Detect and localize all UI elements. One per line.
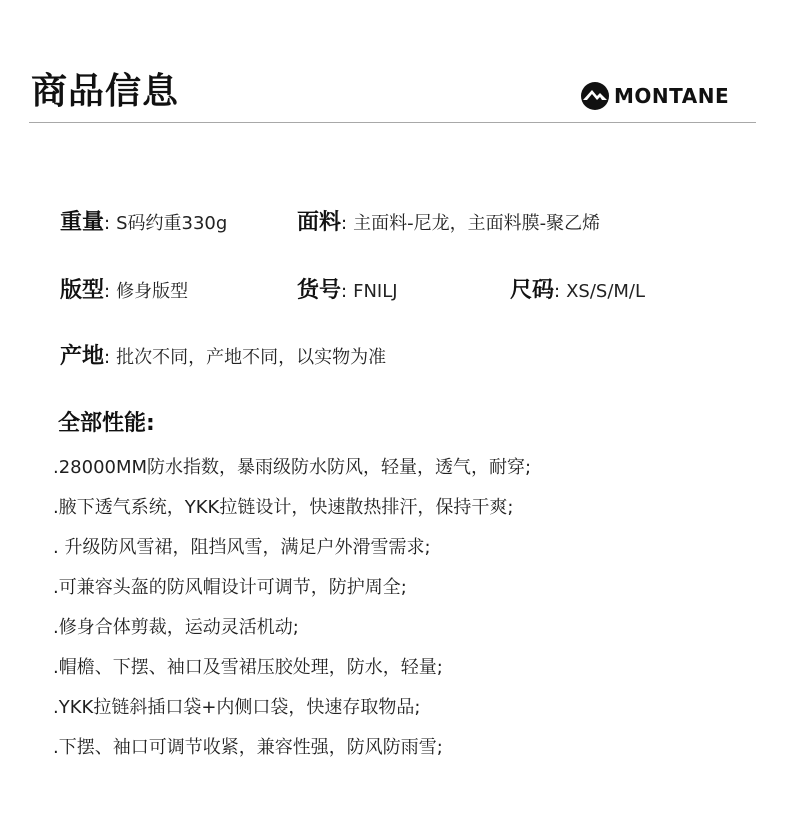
spec-weight-value: S码约重330g xyxy=(116,213,228,234)
brand-logo xyxy=(580,80,729,112)
header-divider xyxy=(29,122,756,123)
spec-fit-colon: : xyxy=(104,281,111,302)
feature-item: . 升级防风雪裙，阻挡风雪，满足户外滑雪需求; xyxy=(53,537,431,558)
spec-item-no-colon: : xyxy=(341,281,348,302)
spec-fabric-colon: : xyxy=(341,213,348,234)
feature-item: .修身合体剪裁，运动灵活机动; xyxy=(53,617,299,638)
feature-item: .帽檐、下摆、袖口及雪裙压胶处理，防水，轻量; xyxy=(53,657,443,678)
features-title: 全部性能: xyxy=(58,411,155,436)
spec-size xyxy=(510,273,645,304)
spec-fit-value: 修身版型 xyxy=(116,281,189,302)
spec-weight xyxy=(60,205,227,236)
feature-item: .腋下透气系统，YKK拉链设计，快速散热排汗，保持干爽; xyxy=(53,497,514,518)
spec-weight-label: 重量 xyxy=(60,210,105,235)
montane-mountain-logo-icon xyxy=(580,81,610,111)
brand-name: MONTANE xyxy=(614,84,730,108)
spec-origin-label: 产地 xyxy=(60,344,105,369)
spec-fit xyxy=(60,273,188,304)
spec-origin-colon: : xyxy=(104,347,111,368)
spec-item-no xyxy=(297,273,398,304)
page-header xyxy=(0,0,790,124)
spec-origin-value: 批次不同，产地不同，以实物为准 xyxy=(116,347,387,368)
spec-size-colon: : xyxy=(554,281,561,302)
spec-fabric-value: 主面料-尼龙，主面料膜-聚乙烯 xyxy=(353,213,601,234)
spec-size-value: XS/S/M/L xyxy=(566,281,646,302)
feature-list xyxy=(53,452,753,772)
page-title: 商品信息 xyxy=(31,71,180,112)
feature-item: .可兼容头盔的防风帽设计可调节，防护周全; xyxy=(53,577,407,598)
feature-item: .下摆、袖口可调节收紧，兼容性强，防风防雨雪; xyxy=(53,737,443,758)
spec-item-no-value: FNILJ xyxy=(353,281,398,302)
spec-weight-colon: : xyxy=(104,213,111,234)
spec-origin xyxy=(60,339,386,370)
spec-fabric-label: 面料 xyxy=(297,210,342,235)
spec-size-label: 尺码 xyxy=(510,278,555,303)
feature-item: .YKK拉链斜插口袋+内侧口袋，快速存取物品; xyxy=(53,697,421,718)
spec-fit-label: 版型 xyxy=(60,278,105,303)
feature-item: .28000MM防水指数，暴雨级防水防风，轻量，透气，耐穿; xyxy=(53,457,532,478)
spec-fabric xyxy=(297,205,600,236)
spec-item-no-label: 货号 xyxy=(297,278,342,303)
